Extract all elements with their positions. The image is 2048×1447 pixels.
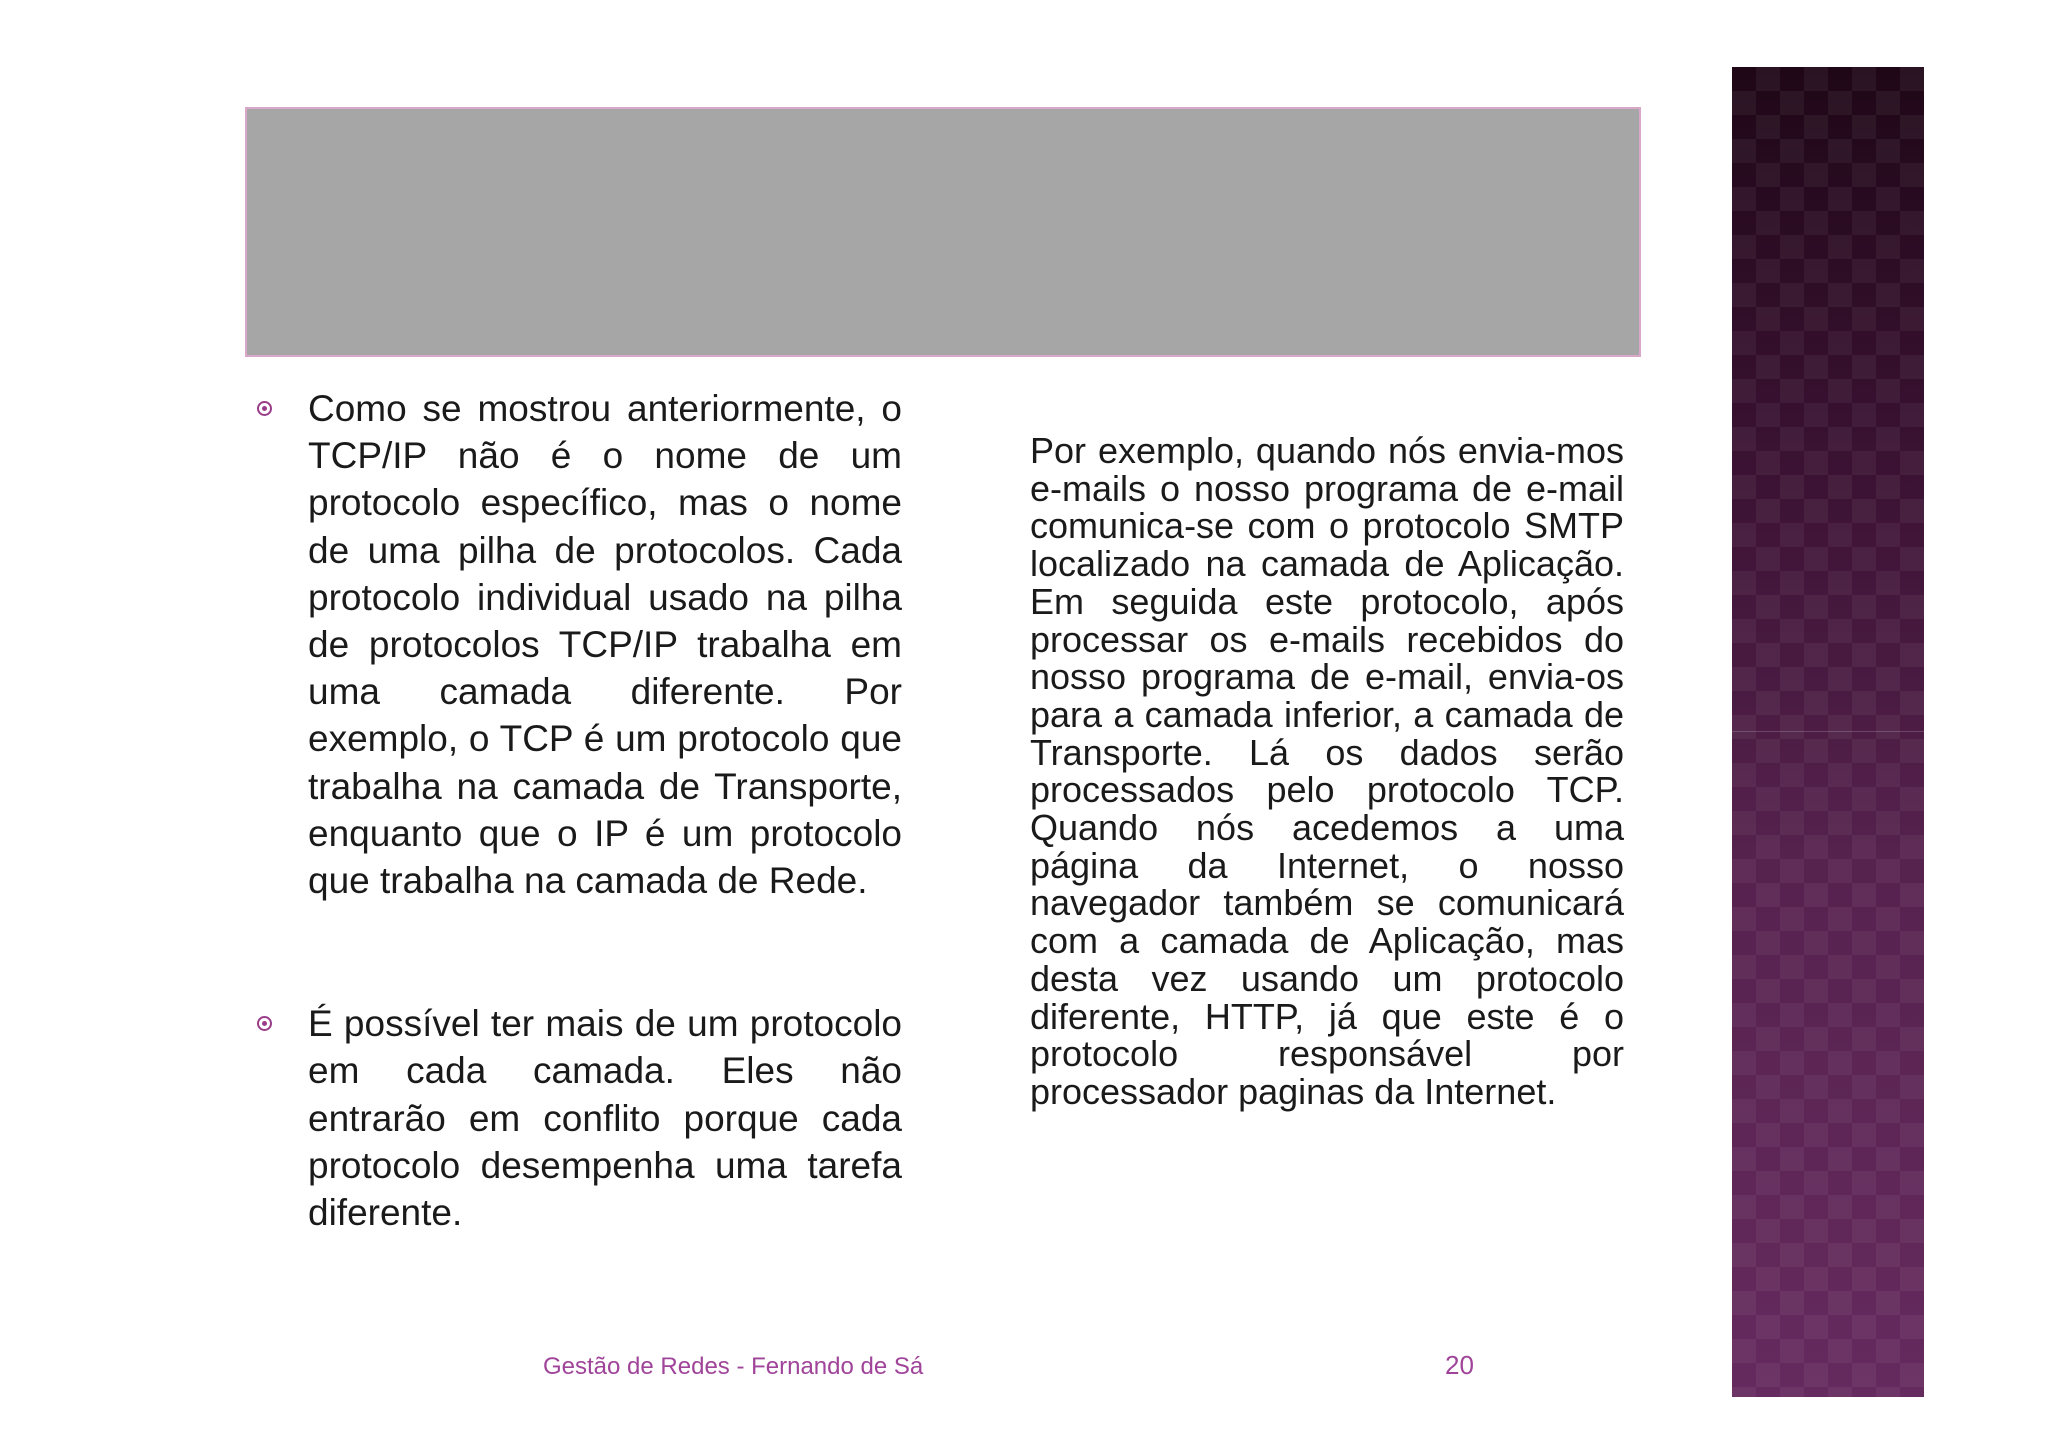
footer-author: Gestão de Redes - Fernando de Sá — [543, 1353, 924, 1380]
bullet-text: É possível ter mais de um protocolo em cada camada. Eles não entrarão em conflito porque cada protocolo desempenha uma tarefa diferente. — [308, 1003, 902, 1234]
page-number: 20 — [1445, 1350, 1474, 1380]
bullet-item — [250, 1000, 902, 1236]
right-column-text: Por exemplo, quando nós envia-mos e-mails o nosso programa de e-mail comunica-se com o protocolo SMTP localizado na camada de Aplicação. Em seguida este protocolo, após processar os e-mails recebidos do nosso programa de e-mail, envia-os para a camada inferior, a camada de Transporte. Lá os dados serão processados pelo protocolo TCP. Quando nós acedemos a uma página da Internet, o nosso navegador também se comunicará com a camada de Aplicação, mas desta vez usando um protocolo diferente, HTTP, já que este é o protocolo responsável por processador paginas da Internet. — [1030, 430, 1624, 1112]
circle-dot-icon — [257, 1016, 272, 1031]
title-placeholder — [245, 107, 1641, 357]
left-column — [250, 385, 902, 1236]
bullet-text: Como se mostrou anteriormente, o TCP/IP não é o nome de um protocolo específico, mas o nome de uma pilha de protocolos. Cada protocolo individual usado na pilha de protocolos TCP/IP trabalha em uma camada diferente. Por exemplo, o TCP é um protocolo que trabalha na camada de Transporte, enquanto que o IP é um protocolo que trabalha na camada de Rede. — [308, 388, 902, 902]
circle-dot-icon — [257, 401, 272, 416]
bullet-item — [250, 385, 902, 904]
decorative-side-panel — [1732, 67, 1924, 1397]
